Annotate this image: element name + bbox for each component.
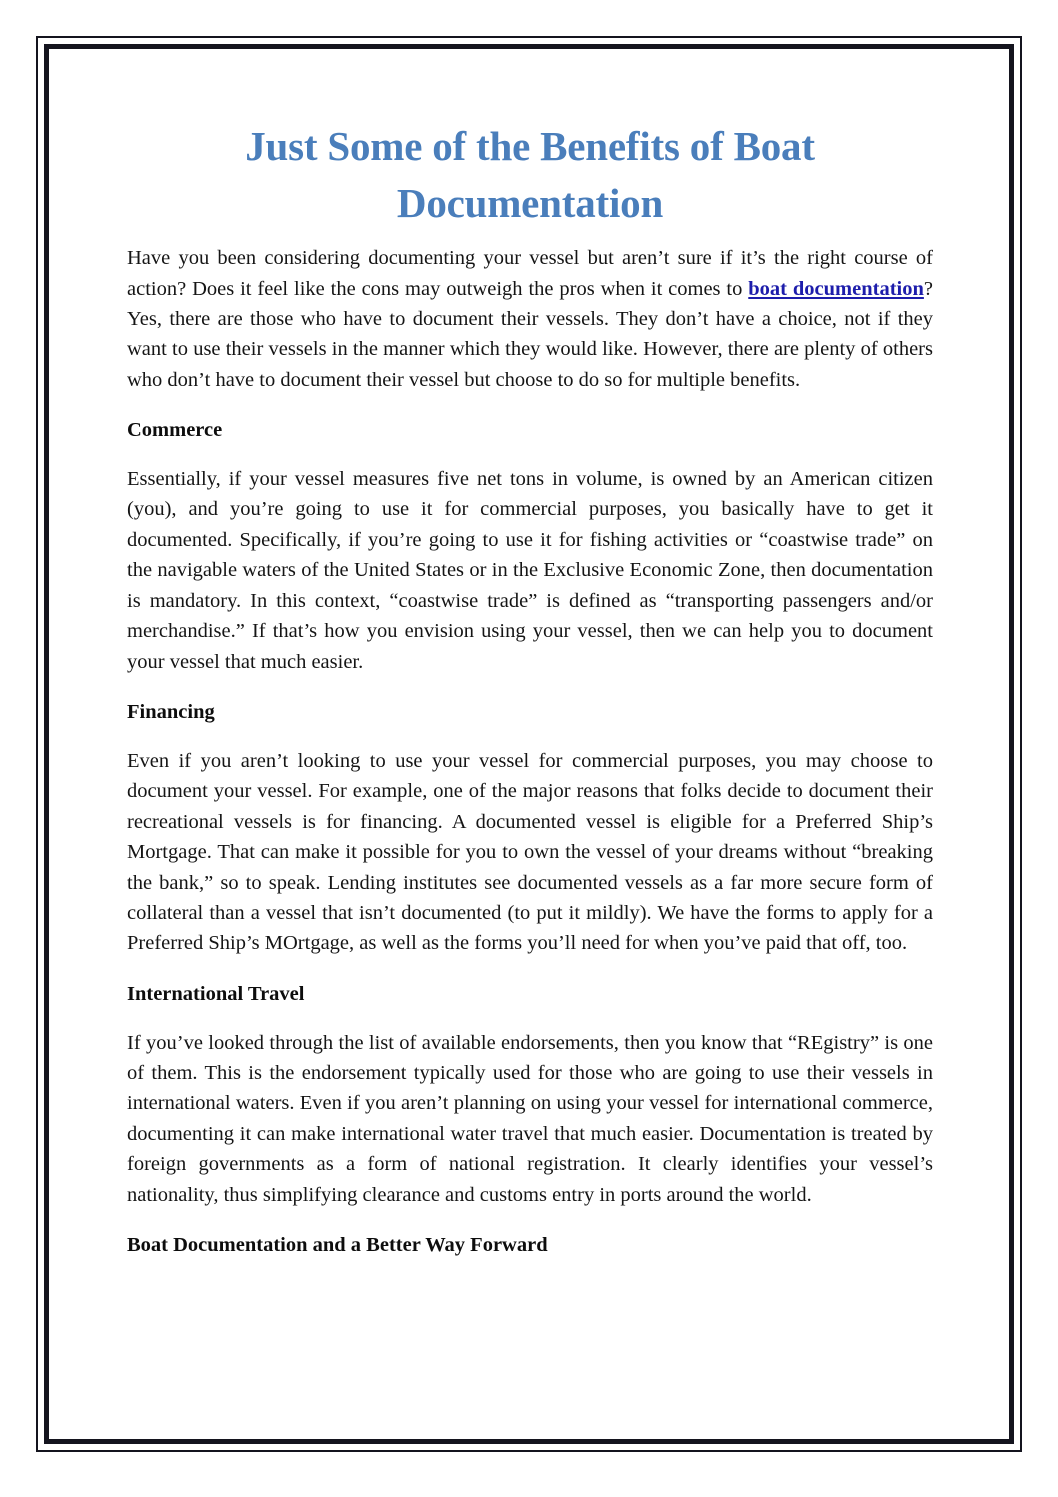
intro-text-before-link: Have you been considering documenting your vessel but aren’t sure if it’s the right course of action? Does it feel like the cons may outweigh the pros when it comes to	[127, 247, 933, 300]
section-body-financing: Even if you aren’t looking to use your vessel for commercial purposes, you may choose to document your vessel. For example, one of the major reasons that folks decide to document their recreational vessels is for financing. A documented vessel is eligible for a Preferred Ship’s Mortgage. That can make it possible for you to own the vessel of your dreams without “breaking the bank,” so to speak. Lending institutes see documented vessels as a far more secure form of collateral than a vessel that isn’t documented (to put it mildly). We have the forms to apply for a Preferred Ship’s MOrtgage, as well as the forms you’ll need for when you’ve paid that off, too.	[127, 749, 933, 955]
section-heading-commerce: Commerce	[127, 419, 223, 442]
section-body-international-travel: If you’ve looked through the list of available endorsements, then you know that “REgistry” is one of them. This is the endorsement typically used for those who are going to use their vessels in international waters. Even if you aren’t planning on using your vessel for international commerce, documenting it can make international water travel that much easier. Documentation is treated by foreign governments as a form of national registration. It clearly identifies your vessel’s nationality, thus simplifying clearance and customs entry in ports around the world.	[127, 1031, 933, 1206]
intro-paragraph	[127, 243, 933, 395]
boat-documentation-link[interactable]: boat documentation	[748, 277, 924, 300]
section-heading-better-way-forward: Boat Documentation and a Better Way Forward	[127, 1234, 548, 1257]
intro-text-after-link: ? Yes, there are those who have to document their vessels. They don’t have a choice, not if they want to use their vessels in the manner which they would like. However, there are plenty of others who don’t have to document their vessel but choose to do so for multiple benefits.	[127, 277, 933, 391]
section-body-commerce: Essentially, if your vessel measures five net tons in volume, is owned by an American citizen (you), and you’re going to use it for commercial purposes, you basically have to get it documented. Specifically, if you’re going to use it for fishing activities or “coastwise trade” on the navigable waters of the United States or in the Exclusive Economic Zone, then documentation is mandatory. In this context, “coastwise trade” is defined as “transporting passengers and/or merchandise.” If that’s how you envision using your vessel, then we can help you to document your vessel that much easier.	[127, 468, 933, 673]
document-content	[127, 118, 933, 1279]
section-heading-international-travel: International Travel	[127, 982, 305, 1005]
page-title: Just Some of the Benefits of Boat Documentation	[245, 123, 815, 226]
section-heading-financing: Financing	[127, 701, 215, 724]
